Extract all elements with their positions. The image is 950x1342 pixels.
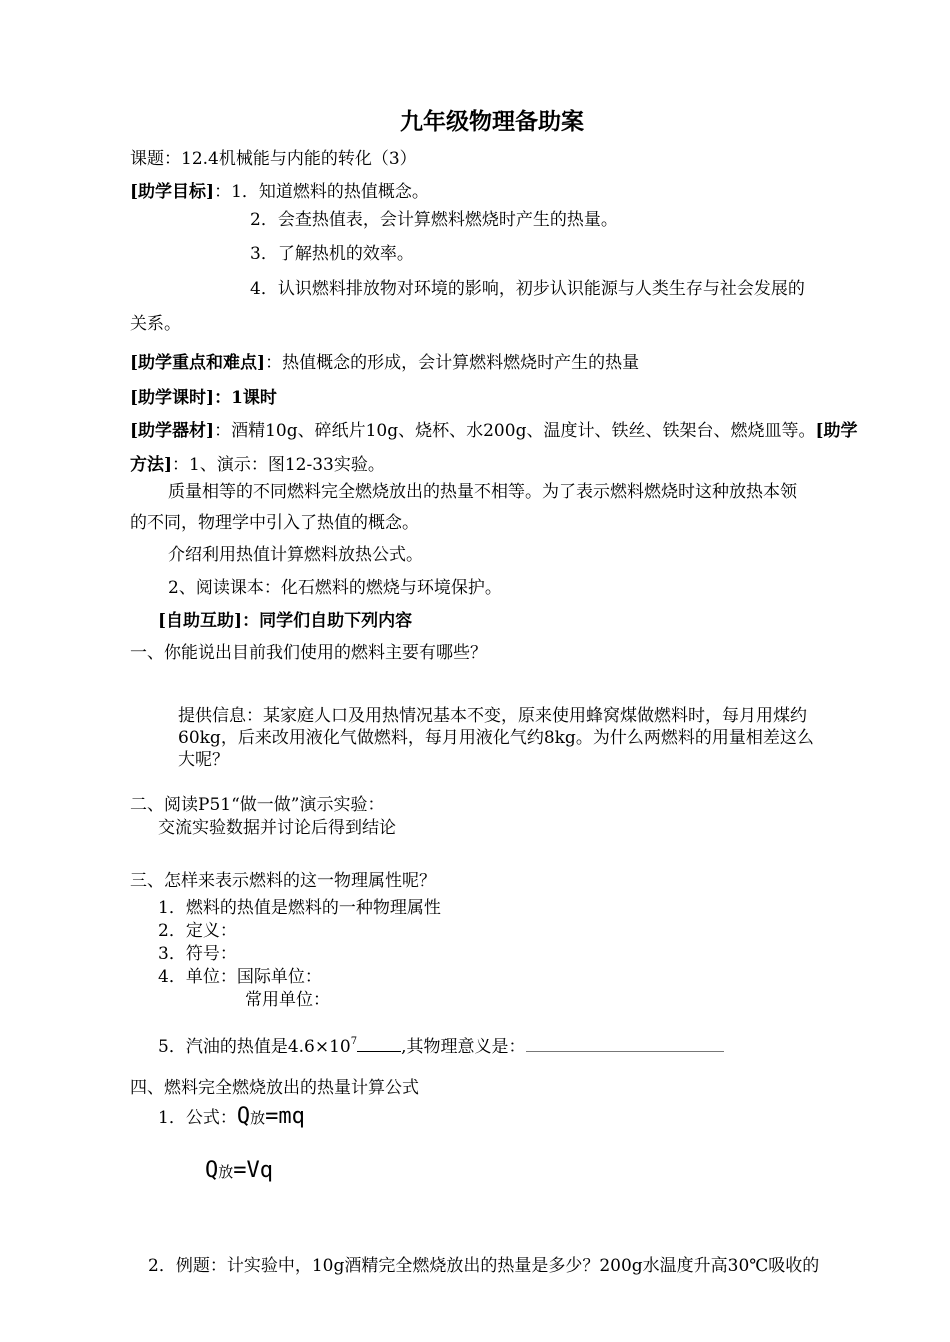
formula-sub: 放 [250, 1109, 266, 1127]
goal-item-4: 4．认识燃料排放物对环境的影响，初步认识能源与人类生存与社会发展的 [250, 279, 805, 299]
paragraph-reading: 2、阅读课本：化石燃料的燃烧与环境保护。 [168, 578, 502, 598]
period-label: [助学课时] [130, 388, 215, 408]
method-line [130, 457, 385, 474]
keypoints-text: ：热值概念的形成，会计算燃料燃烧时产生的热量 [265, 353, 640, 373]
formula-line-1 [158, 1106, 305, 1128]
question-4: 四、燃料完全燃烧放出的热量计算公式 [130, 1078, 419, 1098]
period-text: ：1课时 [214, 388, 277, 408]
formula2-sub: 放 [218, 1163, 234, 1181]
gasoline-heat-value: 5．汽油的热值是4.6×10 [158, 1037, 351, 1057]
question-3: 三、怎样来表示燃料的这一物理属性呢？ [130, 871, 436, 891]
paragraph-heat-value-2: 的不同，物理学中引入了热值的概念。 [130, 513, 419, 533]
goals-label: [助学目标] [130, 182, 215, 202]
info-line-3: 大呢？ [178, 750, 229, 770]
question-2: 二、阅读P51“做一做”演示实验： [130, 795, 385, 815]
goals-line-1 [130, 184, 429, 201]
question-2-sub: 交流实验数据并讨论后得到结论 [158, 818, 396, 838]
paragraph-formula-intro: 介绍利用热值计算燃料放热公式。 [168, 545, 423, 565]
method-label-start: [助学 [815, 421, 858, 441]
method-label-end: 方法] [130, 455, 173, 475]
page-title: 九年级物理备助案 [400, 108, 584, 135]
equipment-label: [助学器材] [130, 421, 215, 441]
q3-item-4-common-unit: 常用单位： [245, 990, 330, 1010]
formula2-rhs: =Vq [233, 1158, 274, 1183]
exponent: 7 [350, 1036, 358, 1047]
formula-q: Q [236, 1104, 251, 1129]
equipment-text: ：酒精10g、碎纸片10g、烧杯、水200g、温度计、铁丝、铁架台、燃烧皿等。 [214, 421, 816, 441]
goal-item-3: 3．了解热机的效率。 [250, 244, 414, 264]
equipment-line [130, 423, 858, 440]
formula-rhs: =mq [265, 1104, 305, 1129]
q3-item-5 [158, 1035, 724, 1056]
period-line [130, 390, 277, 407]
goal-item-4-cont: 关系。 [130, 314, 181, 334]
q3-item-2: 2．定义： [158, 921, 237, 941]
goal-item-1: ：1．知道燃料的热值概念。 [214, 182, 429, 202]
formula2-q: Q [205, 1158, 219, 1183]
q3-item-1: 1．燃料的热值是燃料的一种物理属性 [158, 898, 441, 918]
question-1: 一、你能说出目前我们使用的燃料主要有哪些？ [130, 643, 487, 663]
keypoints-line [130, 355, 639, 372]
example-problem: 2．例题：计实验中，10g酒精完全燃烧放出的热量是多少？200g水温度升高30℃吸收的 [148, 1256, 820, 1276]
paragraph-heat-value-1: 质量相等的不同燃料完全燃烧放出的热量不相等。为了表示燃料燃烧时这种放热本领 [168, 482, 797, 502]
method-text: ：1、演示：图12-33实验。 [172, 455, 385, 475]
lesson-topic: 课题：12.4机械能与内能的转化（3） [130, 149, 417, 169]
info-line-2: 60kg，后来改用液化气做燃料，每月用液化气约8kg。为什么两燃料的用量相差这么 [178, 728, 814, 748]
goal-item-2: 2．会查热值表，会计算燃料燃烧时产生的热量。 [250, 210, 618, 230]
self-help-heading: [自助互助]：同学们自助下列内容 [158, 611, 413, 631]
q3-item-3: 3．符号： [158, 944, 237, 964]
info-line-1: 提供信息：某家庭人口及用热情况基本不变，原来使用蜂窝煤做燃料时，每月用煤约 [178, 706, 807, 726]
q3-item-4: 4．单位：国际单位： [158, 967, 322, 987]
physical-meaning-blank[interactable] [526, 1035, 724, 1052]
unit-blank[interactable] [357, 1035, 401, 1052]
formula-line-2 [205, 1160, 273, 1182]
keypoints-label: [助学重点和难点] [130, 353, 266, 373]
formula-label: 1．公式： [158, 1108, 237, 1128]
physical-meaning-label: ,其物理意义是： [401, 1037, 526, 1057]
